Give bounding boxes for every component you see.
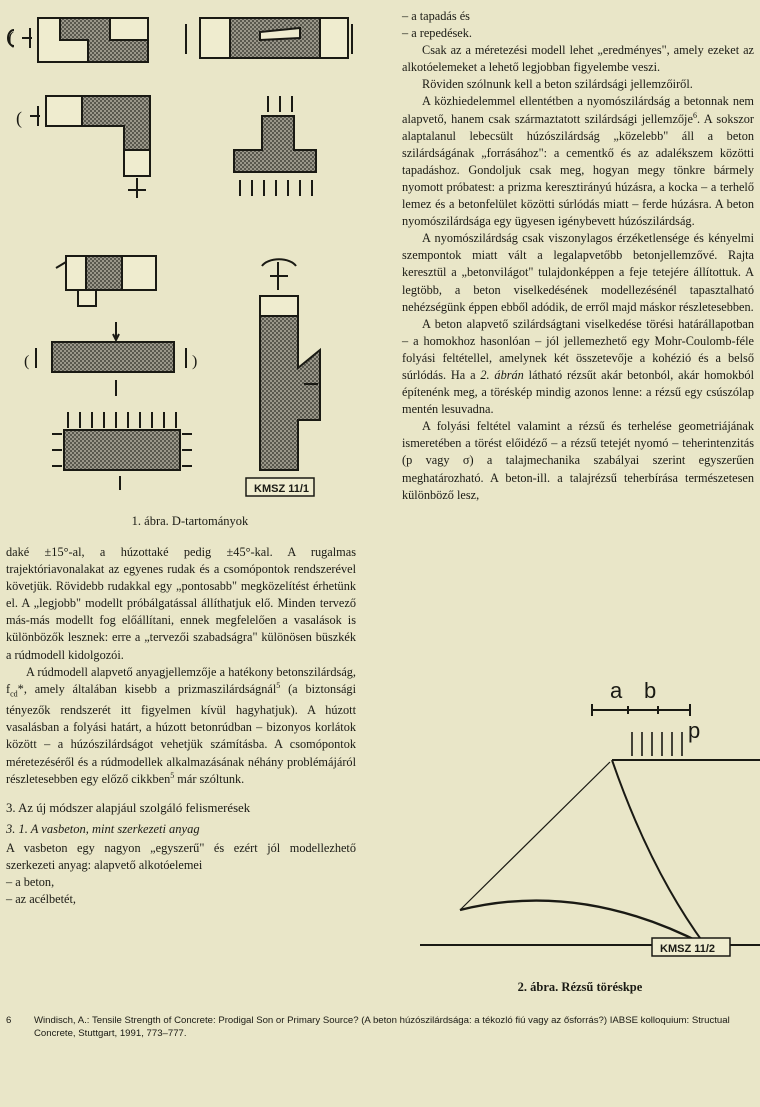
footnote-number: 6 (6, 1015, 12, 1026)
left-list-item: – a beton, (6, 875, 55, 890)
load-arrows (632, 732, 682, 756)
right-paragraph-6: A folyási feltétel valamint a rézsű és terhelése geometriájának ismeretében a törést előidéző – a rézsű tetejét nyomó – teherintenzitás (p vagy σ) a talajmechanika szabályai szerint egyszerűen meghatározható. A beton-ill. a talajrézsű teherbírása természetesen különböző lesz, (402, 419, 754, 502)
footnote-text: Windisch, A.: Tensile Strength of Concrete: Prodigal Son or Primary Source? (A beton húzószilárdsága: a tékozló fiú vagy az ősforrás?) IABSE kolloquium: Structual Concrete, Stuttgart, 1991, 773–777. (34, 1015, 730, 1039)
right-paragraph-5: A beton alapvető szilárdságtani viselkedése törési határállapotban – a homokhoz hasonlóan – jól jellemezhető egy Mohr-Coulomb-féle folyási feltétellel, amelynek két összetevője a kohézió és a belső súrlódás. Ha a 2. ábrán látható rézsűt akár betonból, akár homokból építenénk meg, a töréskép mindig azonos lenne: a rézsű egy csúszólap mentén lesuvadna. (402, 316, 754, 417)
figure-2-stamp: KMSZ 11/2 (660, 943, 716, 955)
left-column (6, 544, 356, 908)
d-region-loaded-beam (24, 322, 197, 396)
d-region-distributed-load (52, 412, 192, 490)
left-list-item: – az acélbetét, (6, 892, 76, 907)
dimension-line (592, 704, 690, 716)
d-region-stepped-beam (8, 18, 148, 62)
section-3-heading: 3. Az új módszer alapjául szolgáló felismerések (6, 800, 251, 815)
right-list-item: – a repedések. (402, 26, 472, 41)
figure-1-caption: 1. ábra. D-tartományok (131, 514, 249, 528)
right-column (402, 8, 754, 504)
d-region-frame-corner (16, 96, 150, 198)
svg-text:(: ( (16, 108, 22, 128)
d-region-column-corbel (260, 259, 320, 470)
left-paragraph-2: A rúdmodell alapvető anyagjellemzője a hatékony betonszilárdság, $f_{cd}*$, amely általában kisebb a prizmaszilárdságnál$^5$ (a biztonsági tényezők rendszerét itt figyelmen kívül hagyhatjuk). A húzott vasalásban a folyási határt, a húzott betonrúdban – bizonyos korlátok között – a húzószilárdságot vehetjük számításba. A csomópontok méretezéséről és a rúdmodellek alkalmazásának néhány problémájáról részletesebben egy előző cikkben$^5$ már szóltunk. (6, 664, 357, 786)
figure-2-drawing (400, 670, 760, 975)
d-region-beam-opening (186, 18, 352, 58)
svg-text:(: ( (8, 28, 14, 48)
left-paragraph-1: daké ±15°-al, a húzottaké pedig ±45°-kal. A rugalmas trajektóriavonalakat az egyenes rudak és a csomópontok rendszerével követjük. Rövidebb rudakkal egy „pontosabb" megközelítést érhetünk el. A „legjobb" modellt próbálgatással állíthatjuk elő. Minden tervező más-más modellt fog előállítani, ennek megfelelően a vasalások is különbözők lesznek: erre a „tervezői szabadságra" különösen büszkék a rúdmodell kidolgozói. (6, 545, 356, 662)
right-paragraph-2: Röviden szólnunk kell a beton szilárdsági jellemzőiről. (422, 77, 693, 92)
subsection-3-1-heading: 3. 1. A vasbeton, mint szerkezeti anyag (6, 821, 200, 836)
slope-face (612, 760, 705, 945)
right-paragraph-1: Csak az a méretezési modell lehet „eredményes", amely ezeket az alkotóelemeket a lehető legjobban figyelembe veszi. (402, 43, 754, 75)
figure-2-caption: 2. ábra. Rézsű töréskpe (517, 980, 643, 994)
right-paragraph-4: A nyomószilárdság csak viszonylagos érzéketlensége és kényelmi szempontok miatt vált a legalapvetőbb betonjellemzővé. Rajta keresztül a „betonvilágot" tulajdonképpen a feje tetejére állítottuk. A legtöbb, a beton viselkedésének modellezésénél tapasztalható nehézségünk éppen ebből adódik, de erről majd máskor részletesebben. (402, 231, 754, 314)
label-p: p (688, 718, 701, 743)
footnote (6, 1014, 754, 1040)
svg-text:(: ( (24, 353, 30, 370)
d-region-footing (234, 96, 316, 196)
slip-extension (460, 762, 610, 910)
left-paragraph-3: A vasbeton egy nagyon „egyszerű" és ezért jól modellezhető szerkezeti anyag: alapvető alkotóelemei (6, 840, 356, 873)
figure-1-drawing (0, 0, 395, 512)
svg-text:): ) (192, 353, 198, 370)
d-region-beam-support (56, 256, 156, 306)
right-paragraph-3: A közhiedelemmel ellentétben a nyomószilárdság a betonnak nem alapvető, hanem csak származtatott szilárdsági jellemzője$^6$. A sokszor alaptalanul lebecsült húzószilárdság „közelebb" áll a beton szilárdságának „forrásához": a cementkő és az adalékszem közötti tapadáshoz. Gondoljuk csak meg, hogyan megy tönkre bármely nyomott próbatest: a prizma keresztirányú húzásra, a kocka – a terhelő lemez és a betonfelület közötti súrlódás miatt – ferde húzásra. A beton nyomószilárdsága egy ügyesen igénybevett húzószilárdság. (402, 94, 754, 229)
label-b: b (644, 678, 657, 703)
label-a: a (610, 678, 623, 703)
right-list-item: – a tapadás és (402, 9, 470, 23)
figure-1-stamp: KMSZ 11/1 (254, 483, 310, 495)
